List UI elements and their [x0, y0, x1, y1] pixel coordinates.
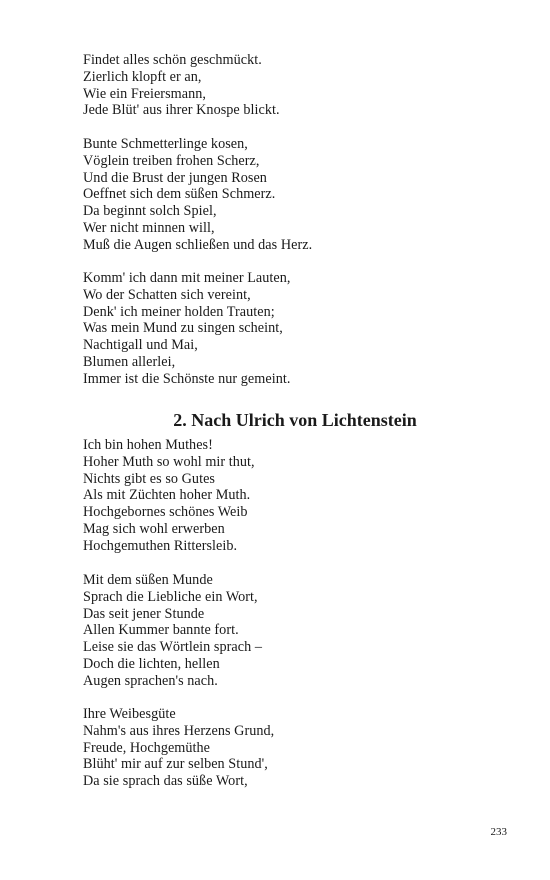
verse-line: Blumen allerlei, [83, 353, 176, 370]
verse-line: Muß die Augen schließen und das Herz. [83, 236, 313, 253]
verse-line: Hochgebornes schönes Weib [83, 504, 248, 521]
stanza [83, 52, 280, 119]
stanza [83, 136, 312, 254]
verse-line: Wo der Schatten sich vereint, [83, 286, 251, 303]
verse-line: Denk' ich meiner holden Trauten; [83, 303, 275, 320]
verse-line: Findet alles schön geschmückt. [83, 52, 262, 68]
verse-line: Ich bin hohen Muthes! [83, 437, 213, 453]
page-number: 233 [490, 826, 507, 838]
stanza [83, 706, 274, 790]
verse-line: Was mein Mund zu singen scheint, [83, 320, 283, 337]
poem-title: 2. Nach Ulrich von Lichtenstein [173, 410, 417, 430]
verse-line: Augen sprachen's nach. [83, 672, 218, 689]
stanza [83, 270, 291, 388]
verse-line: Ihre Weibesgüte [83, 706, 176, 722]
verse-line: Nichts gibt es so Gutes [83, 470, 215, 487]
verse-line: Leise sie das Wörtlein sprach – [83, 639, 262, 656]
verse-line: Wie ein Freiersmann, [83, 85, 206, 102]
verse-line: Jede Blüt' aus ihrer Knospe blickt. [83, 102, 280, 119]
verse-line: Und die Brust der jungen Rosen [83, 169, 267, 186]
verse-line: Blüht' mir auf zur selben Stund', [83, 756, 268, 773]
verse-line: Nahm's aus ihres Herzens Grund, [83, 722, 275, 739]
verse-line: Komm' ich dann mit meiner Lauten, [83, 270, 291, 286]
verse-line: Da sie sprach das süße Wort, [83, 773, 248, 790]
verse-line: Freude, Hochgemüthe [83, 739, 211, 756]
stanza [83, 437, 255, 555]
verse-line: Immer ist die Schönste nur gemeint. [83, 370, 291, 387]
verse-line: Bunte Schmetterlinge kosen, [83, 136, 248, 152]
stanza [83, 572, 262, 690]
verse-line: Wer nicht minnen will, [83, 219, 215, 236]
verse-line: Mag sich wohl erwerben [83, 520, 225, 537]
verse-line: Das seit jener Stunde [83, 605, 205, 622]
verse-line: Als mit Züchten hoher Muth. [83, 487, 251, 504]
verse-line: Oeffnet sich dem süßen Schmerz. [83, 186, 276, 203]
verse-line: Vöglein treiben frohen Scherz, [83, 152, 260, 169]
verse-line: Allen Kummer bannte fort. [83, 622, 239, 639]
verse-line: Zierlich klopft er an, [83, 68, 202, 85]
verse-line: Mit dem süßen Munde [83, 572, 213, 588]
verse-line: Sprach die Liebliche ein Wort, [83, 588, 258, 605]
verse-line: Da beginnt solch Spiel, [83, 203, 217, 220]
verse-line: Hoher Muth so wohl mir thut, [83, 453, 255, 470]
verse-line: Nachtigall und Mai, [83, 337, 198, 354]
verse-line: Doch die lichten, hellen [83, 655, 220, 672]
verse-line: Hochgemuthen Rittersleib. [83, 537, 238, 554]
